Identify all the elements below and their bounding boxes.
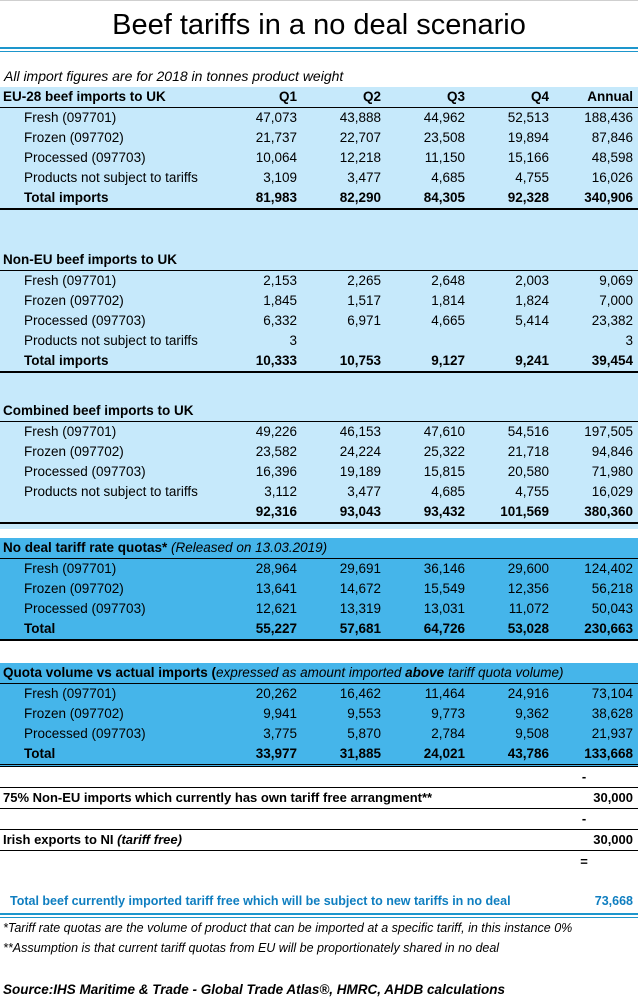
row-label: Frozen (097702) [24,581,124,596]
cell-q1: 12,621 [255,601,297,616]
row-label [0,502,218,522]
table-row [0,599,638,619]
row-label: Total [24,746,56,761]
cell-q1: 3,109 [263,170,297,185]
cell-q3: 15,549 [423,581,465,596]
cell-q3: 9,773 [431,706,465,721]
cell-q3: 47,610 [423,424,465,439]
row-label: Fresh (097701) [24,686,117,701]
cell-q1: 3 [289,333,297,348]
summary-value: 73,668 [594,894,633,908]
cell-annual: 133,668 [584,746,633,761]
cell-q4: 92,328 [507,190,549,205]
cell-q4: 29,600 [507,561,549,576]
table-row [0,482,638,502]
cell-q3: 84,305 [423,190,465,205]
section-note-text: expressed as amount imported [216,665,406,680]
section-quota-volume-vs-actual-imports [0,663,638,767]
summary-value: 30,000 [593,832,633,847]
cell-q2: 1,517 [347,293,381,308]
cell-q1: 20,262 [255,686,297,701]
summary-value: 30,000 [593,790,633,805]
cell-q4: 15,166 [507,150,549,165]
cell-q4: 54,516 [507,424,549,439]
section-eu28-beef-imports [0,87,638,210]
table-row [0,188,638,210]
row-label: Frozen (097702) [24,444,124,459]
cell-q3: 44,962 [423,110,465,125]
footnote-tariff-rate-quotas: *Tariff rate quotas are the volume of product that can be imported at a specific tariff, in this instance 0% [3,921,573,935]
cell-q2: 31,885 [339,746,381,761]
table-row [0,108,638,128]
cell-q4: 24,916 [507,686,549,701]
cell-q3: 64,726 [423,621,465,636]
section-no-deal-tariff-rate-quotas [0,538,638,641]
table-row [0,704,638,724]
section-title-text: No deal tariff rate quotas* [3,540,168,555]
cell-annual: 16,026 [591,170,633,185]
cell-annual: 230,663 [584,621,633,636]
table-row [0,128,638,148]
row-label: Processed (097703) [24,601,146,616]
table-row [0,311,638,331]
cell-q4: 1,824 [515,293,549,308]
cell-q3: 4,685 [431,484,465,499]
section-header-non-eu-beef-imports [0,250,638,271]
cell-q1: 33,977 [255,746,297,761]
cell-q4: 21,718 [507,444,549,459]
cell-q2: 22,707 [339,130,381,145]
cell-q1: 1,845 [263,293,297,308]
summary-label [0,851,554,873]
row-label: Processed (097703) [24,313,146,328]
section-gap [0,373,638,401]
cell-q2: 46,153 [339,424,381,439]
row-label: Frozen (097702) [24,706,124,721]
cell-annual: 38,628 [591,706,633,721]
cell-q4: 53,028 [507,621,549,636]
cell-q2: 19,189 [339,464,381,479]
grand-total-row [0,889,638,913]
cell-q1: 21,737 [255,130,297,145]
cell-q2: 43,888 [339,110,381,125]
footnote-assumption: **Assumption is that current tariff quotas from EU will be proportionately shared in no deal [3,941,500,955]
cell-annual: 9,069 [599,273,633,288]
cell-q4: 19,894 [507,130,549,145]
cell-q4: 12,356 [507,581,549,596]
table-row [0,331,638,351]
row-label: Processed (097703) [24,150,146,165]
cell-q1: 3,775 [263,726,297,741]
section-title [0,663,638,683]
cell-q3: 1,814 [431,293,465,308]
section-title [0,250,638,270]
table-row [0,271,638,291]
cell-annual: 87,846 [591,130,633,145]
row-label: Frozen (097702) [24,293,124,308]
cell-q3: 93,432 [423,504,465,519]
row-label: Total [24,621,56,636]
cell-q1: 49,226 [255,424,297,439]
cell-q2: 3,477 [347,484,381,499]
cell-q3: 9,127 [431,353,465,368]
cell-q4: 4,755 [515,170,549,185]
title-divider [0,47,638,52]
cell-q4: 9,362 [515,706,549,721]
row-label: Products not subject to tariffs [24,484,198,499]
table-row [0,351,638,373]
cell-q4: 11,072 [508,601,549,616]
cell-q2: 24,224 [339,444,381,459]
row-label: Total imports [24,353,109,368]
summary-label: 75% Non-EU imports which currently has own tariff free arrangment** [3,790,433,805]
cell-q3: 23,508 [423,130,465,145]
row-label: Products not subject to tariffs [24,333,198,348]
table-row [0,724,638,744]
cell-annual: 188,436 [584,110,633,125]
cell-q3 [386,331,470,351]
cell-annual: 197,505 [584,424,633,439]
non-eu-tariff-free-row [0,787,638,809]
cell-q4 [470,331,554,351]
cell-annual: 21,937 [591,726,633,741]
table-row [0,291,638,311]
cell-q3: 15,815 [423,464,465,479]
row-label: Total imports [24,190,109,205]
row-label: Fresh (097701) [24,424,117,439]
summary-value: - [581,769,587,784]
summary-label [0,767,554,787]
cell-q1: 47,073 [255,110,297,125]
cell-q2: 9,553 [347,706,381,721]
section-note-text: (Released on 13.03.2019) [167,540,328,555]
cell-q4: 20,580 [507,464,549,479]
table-row [0,579,638,599]
summary-spacer [0,873,638,889]
table-row [0,619,638,641]
cell-q2 [302,331,386,351]
cell-annual: 124,402 [584,561,633,576]
cell-q2: 10,753 [339,353,381,368]
summary-label: Irish exports to NI (tariff free) [3,832,182,847]
source-line: Source:IHS Maritime & Trade - Global Trade Atlas®, HMRC, AHDB calculations [3,982,506,997]
section-title-text: EU-28 beef imports to UK [3,89,166,104]
row-label: Fresh (097701) [24,273,117,288]
section-title-text: Non-EU beef imports to UK [3,252,177,267]
section-gap [0,210,638,250]
cell-q1: 13,641 [255,581,297,596]
cell-q1: 28,964 [255,561,297,576]
section-title-text: Quota volume vs actual imports ( [3,665,217,680]
column-header-annual: Annual [587,89,633,104]
cell-q1: 6,332 [263,313,297,328]
cell-annual: 3 [625,333,633,348]
cell-q4: 101,569 [500,504,549,519]
row-label: Processed (097703) [24,726,146,741]
cell-q3: 25,322 [423,444,465,459]
row-label: Frozen (097702) [24,130,124,145]
cell-q1: 10,064 [255,150,297,165]
cell-q3: 13,031 [423,601,465,616]
table-row [0,422,638,442]
cell-q2: 5,870 [347,726,381,741]
cell-q2: 57,681 [339,621,381,636]
equals-row [0,851,638,873]
column-header-q4: Q4 [530,89,549,104]
cell-annual: 340,906 [584,190,633,205]
cell-annual: 73,104 [591,686,633,701]
row-label: Processed (097703) [24,464,146,479]
section-combined-beef-imports [0,401,638,524]
cell-q1: 55,227 [255,621,297,636]
cell-q3: 36,146 [423,561,465,576]
irish-exports-row [0,829,638,851]
row-label: Fresh (097701) [24,110,117,125]
cell-q2: 93,043 [339,504,381,519]
cell-q1: 16,396 [255,464,297,479]
table-row [0,559,638,579]
cell-annual: 56,218 [591,581,633,596]
page-title: Beef tariffs in a no deal scenario [112,9,526,41]
cell-q2: 2,265 [347,273,381,288]
minus-row-1 [0,767,638,787]
cell-annual: 48,598 [591,150,633,165]
row-label: Products not subject to tariffs [24,170,198,185]
cell-annual: 71,980 [591,464,633,479]
section-title [0,87,218,107]
cell-q3: 24,021 [423,746,465,761]
minus-row-2 [0,809,638,829]
table-row [0,442,638,462]
cell-annual: 50,043 [591,601,633,616]
cell-q2: 82,290 [339,190,381,205]
cell-q2: 3,477 [347,170,381,185]
tables-container [0,87,638,767]
cell-q1: 10,333 [255,353,297,368]
section-title [0,538,638,558]
table-row [0,502,638,524]
summary-label-italic: (tariff free) [117,832,182,847]
table-row [0,744,638,767]
cell-q3: 2,784 [431,726,465,741]
cell-q2: 16,462 [339,686,381,701]
section-title [0,401,638,421]
section-gap [0,641,638,663]
cell-annual: 94,846 [591,444,633,459]
section-header-eu28-beef-imports [0,87,638,108]
cell-q4: 9,508 [515,726,549,741]
summary-container [0,767,638,913]
cell-annual: 7,000 [599,293,633,308]
row-label: Fresh (097701) [24,561,117,576]
table-row [0,168,638,188]
cell-q4: 5,414 [515,313,549,328]
table-row [0,148,638,168]
section-header-quota-volume-vs-actual-imports [0,663,638,684]
section-header-no-deal-tariff-rate-quotas [0,538,638,559]
cell-q1: 92,316 [255,504,297,519]
cell-q1: 23,582 [255,444,297,459]
cell-annual: 380,360 [584,504,633,519]
cell-q1: 81,983 [255,190,297,205]
cell-annual: 39,454 [591,353,633,368]
cell-q2: 29,691 [339,561,381,576]
cell-annual: 23,382 [591,313,633,328]
cell-q1: 3,112 [264,484,297,499]
column-header-q2: Q2 [362,89,381,104]
section-note-text: tariff quota volume) [444,665,564,680]
section-header-combined-beef-imports [0,401,638,422]
subtitle-note: All import figures are for 2018 in tonnes product weight [4,68,344,84]
section-gap [0,524,638,538]
cell-q3: 11,464 [424,686,465,701]
cell-q2: 6,971 [347,313,381,328]
cell-q4: 43,786 [507,746,549,761]
summary-label [0,809,554,829]
cell-q1: 2,153 [263,273,297,288]
cell-q2: 14,672 [339,581,381,596]
table-row [0,684,638,704]
summary-label: Total beef currently imported tariff free which will be subject to new tariffs in no deal [10,894,511,908]
column-header-q3: Q3 [446,89,465,104]
cell-q3: 4,665 [431,313,465,328]
cell-q4: 2,003 [515,273,549,288]
cell-annual: 16,029 [591,484,633,499]
cell-q1: 9,941 [263,706,297,721]
column-header-q1: Q1 [278,89,297,104]
section-non-eu-beef-imports [0,250,638,373]
cell-q2: 12,218 [339,150,381,165]
section-note-text: above [405,665,445,680]
summary-value: - [581,811,587,826]
table-row [0,462,638,482]
cell-q4: 4,755 [515,484,549,499]
section-title-text: Combined beef imports to UK [3,403,194,418]
summary-value: = [580,854,588,869]
cell-q3: 4,685 [431,170,465,185]
cell-q4: 52,513 [507,110,549,125]
cell-q3: 2,648 [431,273,465,288]
cell-q4: 9,241 [515,353,549,368]
cell-q3: 11,150 [424,150,465,165]
cell-q2: 13,319 [339,601,381,616]
